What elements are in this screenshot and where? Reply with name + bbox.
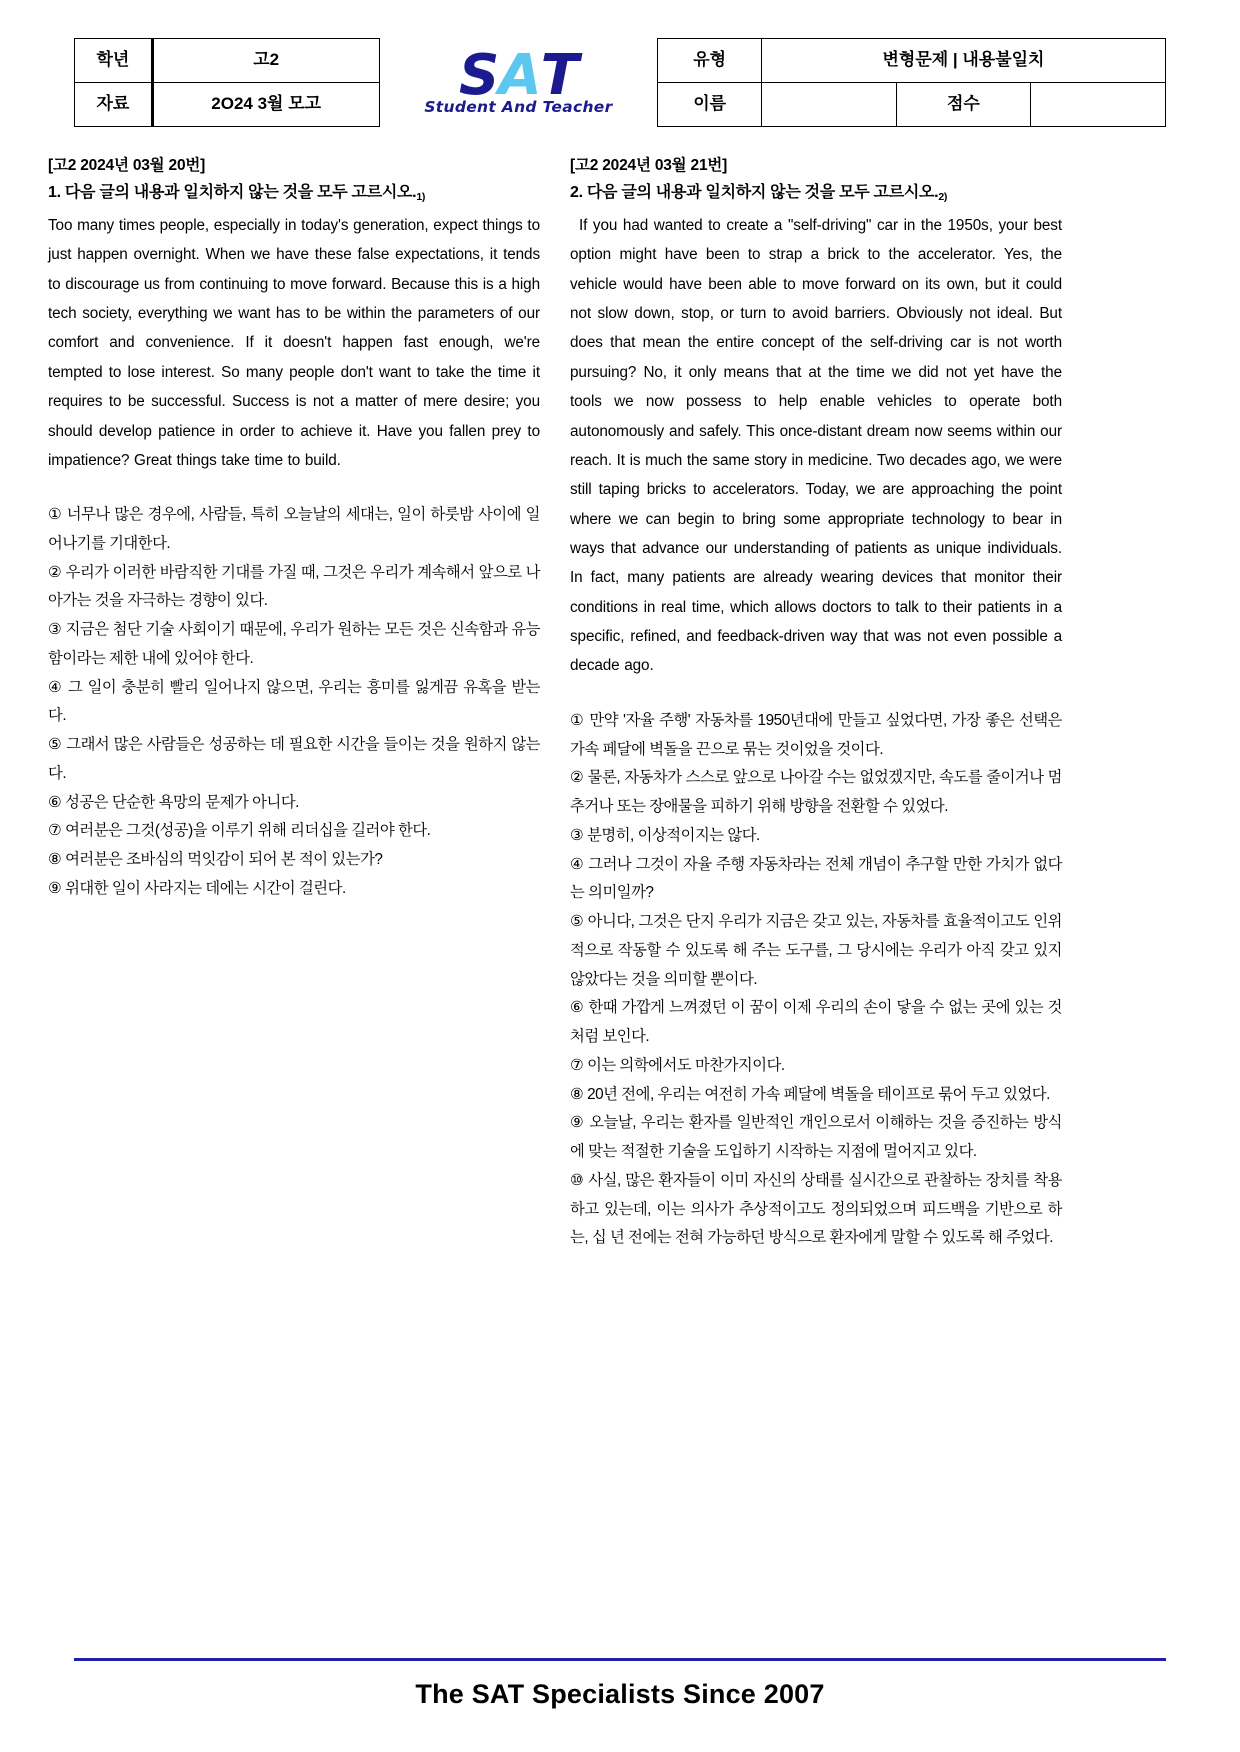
footer-divider <box>74 1658 1166 1661</box>
question-1-choices <box>48 501 540 904</box>
logo-letter-t: T <box>540 42 578 108</box>
choice-item[interactable]: ⑥ 한때 가깝게 느껴졌던 이 꿈이 이제 우리의 손이 닿을 수 없는 곳에 있는 것처럼 보인다. <box>570 999 1062 1045</box>
name-field[interactable] <box>761 83 896 127</box>
choice-item[interactable]: ② 우리가 이러한 바람직한 기대를 가질 때, 그것은 우리가 계속해서 앞으로 나아가는 것을 자극하는 경향이 있다. <box>48 563 540 610</box>
choice-item[interactable]: ⑤ 아니다, 그것은 단지 우리가 지금은 갖고 있는, 자동차를 효율적이고도 인위적으로 작동할 수 있도록 해 주는 도구를, 그 당시에는 우리가 아직 갖고 있지 않았다는 것을 의미할 뿐이다. <box>570 913 1062 988</box>
choice-item[interactable]: ① 너무나 많은 경우에, 사람들, 특히 오늘날의 세대는, 일이 하룻밤 사이에 일어나기를 기대한다. <box>48 506 540 552</box>
choice-item[interactable]: ⑨ 오늘날, 우리는 환자를 일반적인 개인으로서 이해하는 것을 증진하는 방식에 맞는 적절한 기술을 도입하기 시작하는 지점에 멀어지고 있다. <box>570 1114 1062 1160</box>
question-2-footnote-marker: 2) <box>938 191 948 203</box>
choice-item[interactable]: ⑨ 위대한 일이 사라지는 데에는 시간이 걸린다. <box>48 879 346 897</box>
choice-item[interactable]: ② 물론, 자동차가 스스로 앞으로 나아갈 수는 없었겠지만, 속도를 줄이거나 멈추거나 또는 장애물을 피하기 위해 방향을 전환할 수 있었다. <box>570 769 1062 815</box>
header-info-table <box>74 38 1166 127</box>
logo-letter-s: S <box>458 42 499 108</box>
sat-logo-letters <box>458 42 578 108</box>
choice-item[interactable]: ⑦ 여러분은 그것(성공)을 이루기 위해 리더십을 길러야 한다. <box>48 822 431 840</box>
choice-item[interactable]: ⑧ 20년 전에, 우리는 여전히 가속 페달에 벽돌을 테이프로 묶어 두고 있었다. <box>570 1085 1050 1103</box>
question-1-prompt-text: 1. 다음 글의 내용과 일치하지 않는 것을 모두 고르시오. <box>48 184 417 201</box>
choice-item[interactable]: ① 만약 '자율 주행' 자동차를 1950년대에 만들고 싶었다면, 가장 좋은 선택은 가속 페달에 벽돌을 끈으로 묶는 것이었을 것이다. <box>570 711 1062 758</box>
question-2-source: [고2 2024년 03월 21번] <box>570 157 728 174</box>
choice-item[interactable]: ⑧ 여러분은 조바심의 먹잇감이 되어 본 적이 있는가? <box>48 851 383 869</box>
footer-tagline: The SAT Specialists Since 2007 <box>415 1679 825 1709</box>
material-label: 자료 <box>75 83 153 127</box>
score-label: 점수 <box>896 83 1031 127</box>
choice-item[interactable]: ④ 그러나 그것이 자율 주행 자동차라는 전체 개념이 추구할 만한 가치가 없다는 의미일까? <box>570 855 1062 902</box>
sat-logo <box>379 39 658 127</box>
sat-logo-graphic <box>380 39 658 127</box>
header-row-1 <box>75 39 1166 83</box>
logo-letter-a: A <box>498 42 541 108</box>
question-1-column <box>48 153 540 1253</box>
question-2-choices <box>570 707 1062 1253</box>
question-2-passage: If you had wanted to create a "self-driving" car in the 1950s, your best option might have been to strap a brick to the accelerator. Yes, the vehicle would have been able to move forward on its own, but it could not slow down, stop, or turn to avoid barriers. Obviously not ideal. But does that mean the entire concept of the self-driving car is not worth pursuing? No, it only means that at the time we did not yet have the tools we now possess to help enable vehicles to operate both autonomously and safely. This once-distant dream now seems within our reach. It is much the same story in medicine. Two decades ago, we were still taping bricks to accelerators. Today, we are approaching the point where we can begin to bring some appropriate technology to bear in ways that advance our understanding of patients as unique individuals. In fact, many patients are already wearing devices that monitor their conditions in real time, which allows doctors to talk to their patients in a specific, refined, and feedback-driven way that was not even possible a decade ago. <box>570 217 1062 675</box>
name-label: 이름 <box>658 83 762 127</box>
question-1-prompt <box>48 179 540 202</box>
question-1-source: [고2 2024년 03월 20번] <box>48 157 206 174</box>
question-2-prompt-text: 2. 다음 글의 내용과 일치하지 않는 것을 모두 고르시오. <box>570 184 939 201</box>
question-1-footnote-marker: 1) <box>416 191 426 203</box>
grade-label: 학년 <box>75 39 153 83</box>
grade-value: 고2 <box>152 39 379 83</box>
choice-item[interactable]: ⑤ 그래서 많은 사람들은 성공하는 데 필요한 시간을 들이는 것을 원하지 않는다. <box>48 736 540 782</box>
question-2-prompt <box>570 179 1062 202</box>
content-columns <box>48 153 1192 1253</box>
score-field[interactable] <box>1031 83 1166 127</box>
choice-item[interactable]: ③ 지금은 첨단 기술 사회이기 때문에, 우리가 원하는 모든 것은 신속함과 유능함이라는 제한 내에 있어야 한다. <box>48 621 540 667</box>
sat-logo-subtitle: Student And Teacher <box>424 98 613 117</box>
page-footer <box>48 1658 1192 1710</box>
choice-item[interactable]: ⑦ 이는 의학에서도 마찬가지이다. <box>570 1056 785 1074</box>
choice-item[interactable]: ⑩ 사실, 많은 환자들이 이미 자신의 상태를 실시간으로 관찰하는 장치를 착용하고 있는데, 이는 의사가 추상적이고도 정의되었으며 피드백을 기반으로 하는, 십 년 전에는 전혀 가능하던 방식으로 환자에게 말할 수 있도록 해 주었다. <box>570 1171 1062 1247</box>
type-value: 변형문제 | 내용불일치 <box>761 39 1165 83</box>
choice-item[interactable]: ④ 그 일이 충분히 빨리 일어나지 않으면, 우리는 흥미를 잃게끔 유혹을 받는다. <box>48 678 540 725</box>
question-2-column <box>570 153 1062 1253</box>
material-value: 2O24 3월 모고 <box>152 83 379 127</box>
type-label: 유형 <box>658 39 762 83</box>
question-1-passage: Too many times people, especially in today's generation, expect things to just happen overnight. When we have these false expectations, it tends to discourage us from continuing to move forward. Because this is a high tech society, everything we want has to be within the parameters of our comfort and convenience. If it doesn't happen fast enough, we're tempted to lose interest. So many people don't want to take the time it requires to be successful. Success is not a matter of mere desire; you should develop patience in order to achieve it. Have you fallen prey to impatience? Great things take time to build. <box>48 217 540 469</box>
choice-item[interactable]: ③ 분명히, 이상적이지는 않다. <box>570 826 760 844</box>
choice-item[interactable]: ⑥ 성공은 단순한 욕망의 문제가 아니다. <box>48 793 299 811</box>
